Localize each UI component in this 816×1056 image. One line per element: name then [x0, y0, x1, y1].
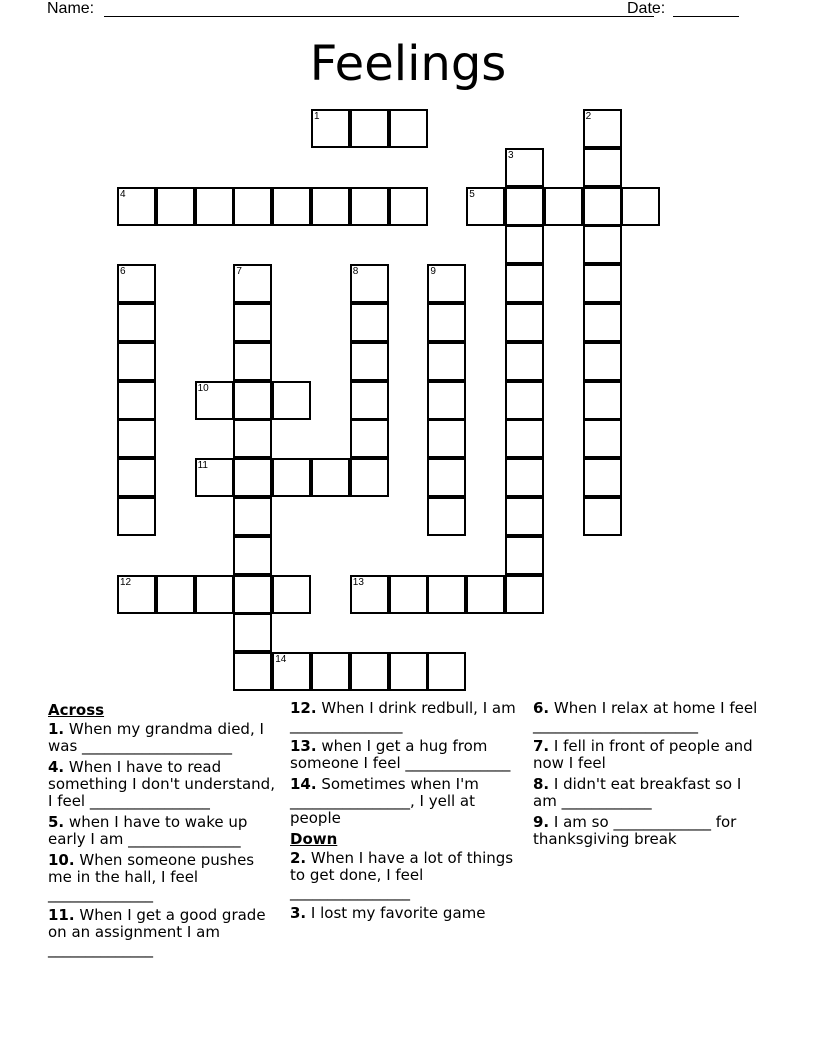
grid-cell[interactable] — [117, 575, 156, 614]
cell-number: 7 — [236, 266, 242, 278]
grid-cell[interactable] — [583, 458, 622, 497]
grid-cell[interactable] — [272, 458, 311, 497]
clues-column-1 — [48, 700, 278, 962]
grid-cell[interactable] — [117, 342, 156, 381]
cell-number: 8 — [352, 266, 359, 278]
grid-cell[interactable] — [583, 225, 622, 264]
cell-number: 4 — [120, 188, 126, 200]
grid-cell[interactable] — [195, 458, 234, 497]
clues-column-2 — [290, 700, 518, 926]
grid-cell[interactable] — [427, 342, 466, 381]
grid-cell[interactable] — [117, 419, 156, 458]
grid-cell[interactable] — [311, 458, 350, 497]
grid-cell[interactable] — [233, 187, 272, 226]
clue-across-14: 14. Sometimes when I'm ________________, I yell at people — [290, 775, 479, 827]
grid-cell[interactable] — [389, 652, 428, 691]
grid-cell[interactable] — [427, 303, 466, 342]
page-title: Feelings — [309, 36, 507, 92]
grid-cell[interactable] — [583, 497, 622, 536]
date-label: Date: — [627, 0, 666, 17]
grid-cell[interactable] — [272, 187, 311, 226]
cell-number: 9 — [430, 266, 436, 278]
grid-cell[interactable] — [505, 458, 544, 497]
grid-cell[interactable] — [621, 187, 660, 226]
grid-cell[interactable] — [427, 652, 466, 691]
grid-cell[interactable] — [583, 148, 622, 187]
grid-cell[interactable] — [505, 303, 544, 342]
grid-cell[interactable] — [350, 187, 389, 226]
grid-cell[interactable] — [117, 264, 156, 303]
clue-across-10: 10. When someone pushes me in the hall, I feel ______________ — [48, 851, 255, 903]
cell-number: 5 — [469, 188, 475, 200]
grid-cell[interactable] — [350, 109, 389, 148]
grid-cell[interactable] — [233, 419, 272, 458]
grid-cell[interactable] — [233, 458, 272, 497]
grid-cell[interactable] — [233, 536, 272, 575]
clue-down-3: 3. I lost my favorite game — [290, 904, 486, 922]
grid-cell[interactable] — [583, 303, 622, 342]
cell-number: 11 — [197, 460, 208, 472]
cell-number: 2 — [585, 111, 592, 122]
clue-down-8: 8. I didn't eat breakfast so I am ____________ — [533, 775, 742, 810]
grid-cell[interactable] — [427, 264, 466, 303]
grid-cell[interactable] — [233, 497, 272, 536]
clue-down-2: 2. When I have a lot of things to get done, I feel ________________ — [290, 849, 514, 901]
grid-cell[interactable] — [583, 381, 622, 420]
grid-cell[interactable] — [117, 497, 156, 536]
clue-across-4: 4. When I have to read something I don't understand, I feel ________________ — [48, 758, 275, 810]
grid-cell[interactable] — [427, 419, 466, 458]
clue-across-11: 11. When I get a good grade on an assignment I am ______________ — [48, 906, 266, 958]
grid-cell[interactable] — [583, 342, 622, 381]
grid-cell[interactable] — [350, 342, 389, 381]
grid-cell[interactable] — [350, 575, 389, 614]
grid-cell[interactable] — [156, 187, 195, 226]
grid-cell[interactable] — [311, 187, 350, 226]
grid-cell[interactable] — [505, 148, 544, 187]
cell-number: 12 — [120, 576, 132, 588]
grid-cell[interactable] — [350, 381, 389, 420]
grid-cell[interactable] — [583, 419, 622, 458]
grid-cell[interactable] — [233, 381, 272, 420]
grid-cell[interactable] — [389, 109, 428, 148]
grid-cell[interactable] — [233, 652, 272, 691]
grid-cell[interactable] — [195, 381, 234, 420]
grid-cell[interactable] — [117, 381, 156, 420]
clue-across-5: 5. when I have to wake up early I am _______________ — [48, 813, 248, 848]
grid-cell[interactable] — [505, 264, 544, 303]
grid-cell[interactable] — [427, 575, 466, 614]
name-label: Name: — [47, 0, 95, 17]
grid-cell[interactable] — [350, 303, 389, 342]
grid-cell[interactable] — [505, 536, 544, 575]
grid-cell[interactable] — [272, 652, 311, 691]
grid-cell[interactable] — [389, 575, 428, 614]
grid-cell[interactable] — [505, 225, 544, 264]
grid-cell[interactable] — [117, 187, 156, 226]
grid-cell[interactable] — [350, 652, 389, 691]
grid-cell[interactable] — [350, 419, 389, 458]
grid-cell[interactable] — [195, 187, 234, 226]
clue-across-1: 1. When my grandma died, I was ____________________ — [48, 720, 264, 755]
grid-cell[interactable] — [195, 575, 234, 614]
clue-across-12: 12. When I drink redbull, I am _______________ — [290, 699, 516, 734]
clue-down-9: 9. I am so _____________ for thanksgiving break — [533, 813, 737, 848]
grid-cell[interactable] — [505, 575, 544, 614]
grid-cell[interactable] — [233, 264, 272, 303]
across-heading: Across — [48, 701, 105, 719]
down-heading: Down — [290, 830, 338, 848]
clue-down-7: 7. I fell in front of people and now I feel — [533, 737, 753, 772]
grid-cell[interactable] — [117, 303, 156, 342]
grid-cell[interactable] — [544, 187, 583, 226]
grid-cell[interactable] — [427, 497, 466, 536]
cell-number: 14 — [275, 654, 287, 666]
grid-cell[interactable] — [272, 575, 311, 614]
grid-cell[interactable] — [427, 381, 466, 420]
grid-cell[interactable] — [466, 187, 505, 226]
grid-cell[interactable] — [389, 187, 428, 226]
grid-cell[interactable] — [156, 575, 195, 614]
cell-number: 1 — [314, 111, 320, 122]
clues-column-3 — [533, 700, 758, 852]
grid-cell[interactable] — [233, 575, 272, 614]
grid-cell[interactable] — [117, 458, 156, 497]
cell-number: 3 — [508, 149, 514, 161]
grid-cell[interactable] — [583, 187, 622, 226]
clue-across-13: 13. when I get a hug from someone I feel ______________ — [290, 737, 511, 772]
grid-cell[interactable] — [272, 381, 311, 420]
grid-cell[interactable] — [311, 652, 350, 691]
grid-cell[interactable] — [505, 342, 544, 381]
cell-number: 10 — [197, 382, 209, 394]
grid-cell[interactable] — [505, 497, 544, 536]
grid-cell[interactable] — [350, 458, 389, 497]
grid-cell[interactable] — [583, 109, 622, 148]
grid-cell[interactable] — [350, 264, 389, 303]
clue-down-6: 6. When I relax at home I feel ______________________ — [533, 699, 758, 734]
grid-cell[interactable] — [466, 575, 505, 614]
cell-number: 13 — [352, 576, 364, 588]
grid-cell[interactable] — [505, 419, 544, 458]
grid-cell[interactable] — [233, 613, 272, 652]
grid-cell[interactable] — [427, 458, 466, 497]
cell-number: 6 — [120, 266, 126, 278]
grid-cell[interactable] — [505, 187, 544, 226]
grid-cell[interactable] — [233, 342, 272, 381]
grid-cell[interactable] — [505, 381, 544, 420]
grid-cell[interactable] — [311, 109, 350, 148]
grid-cell[interactable] — [233, 303, 272, 342]
grid-cell[interactable] — [583, 264, 622, 303]
